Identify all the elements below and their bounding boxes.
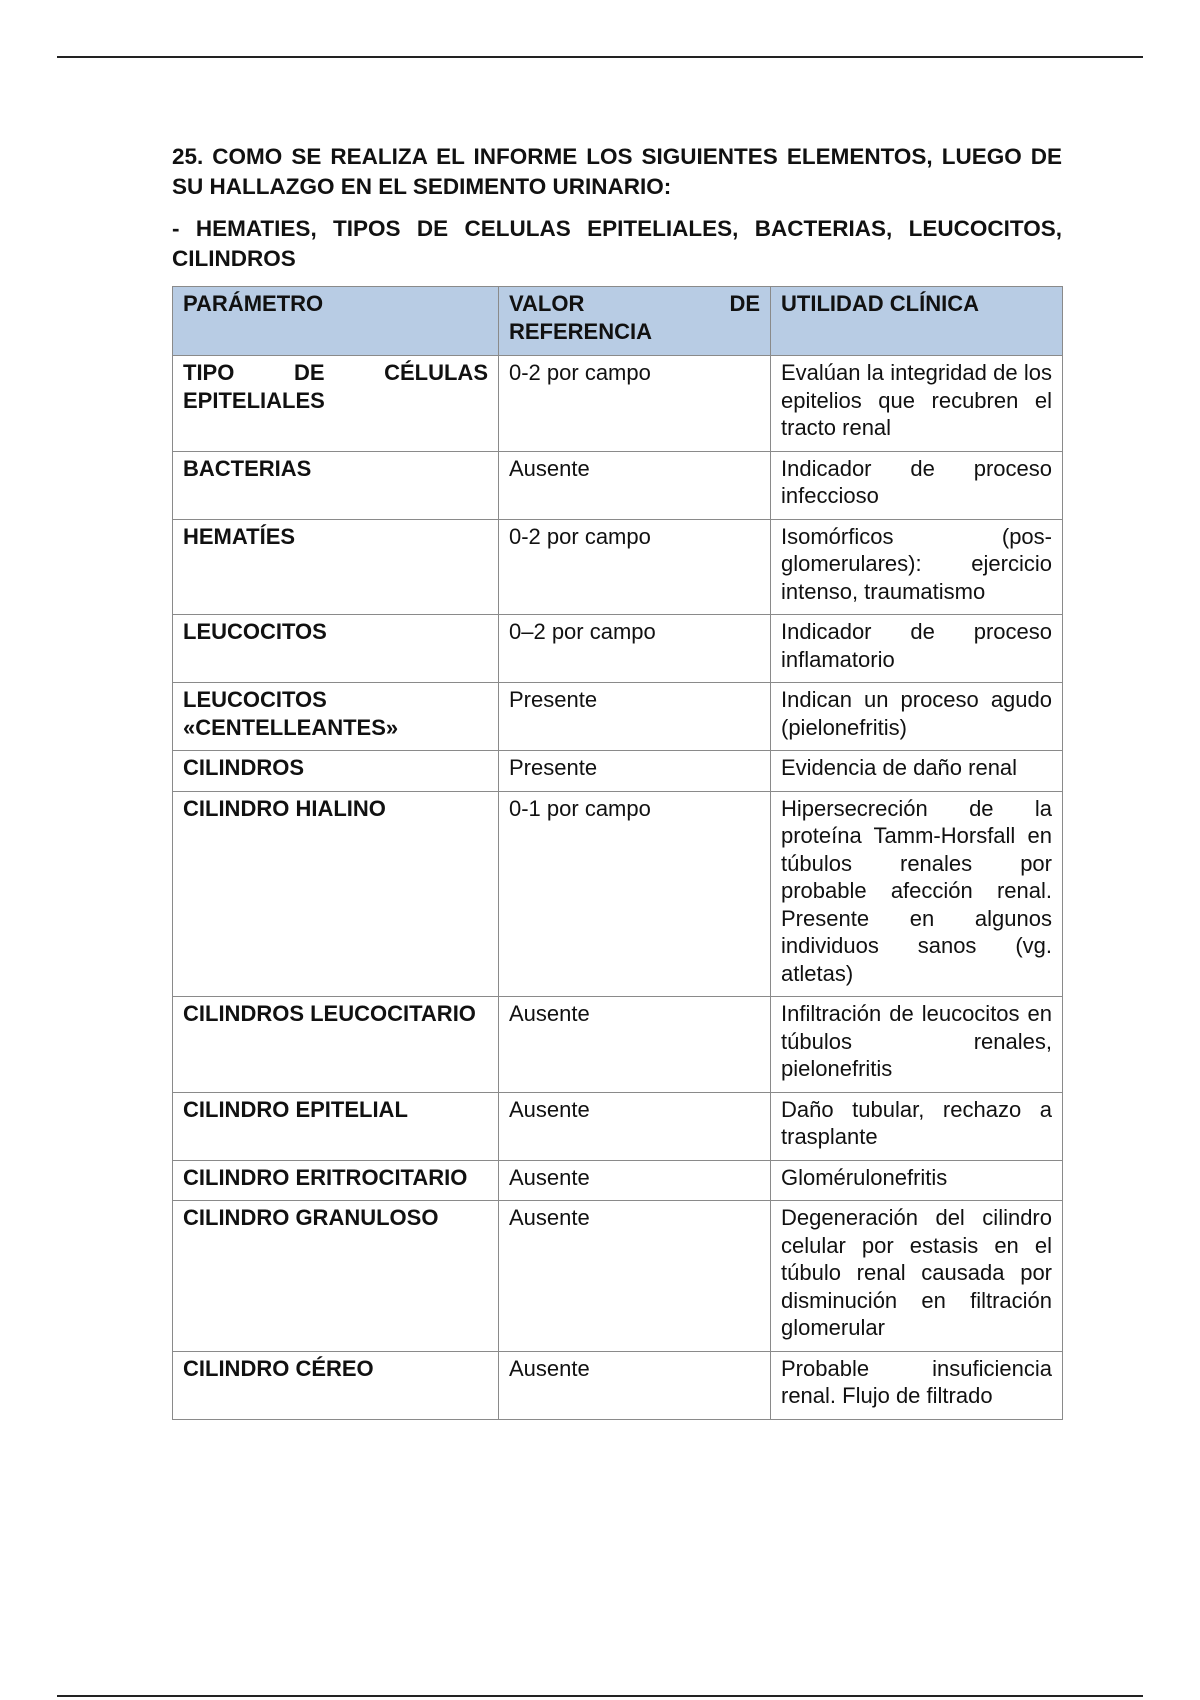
header-utilidad: UTILIDAD CLÍNICA	[771, 287, 1063, 356]
row-parametro: CILINDROS LEUCOCITARIO	[173, 997, 499, 1093]
table-row	[173, 1092, 1063, 1160]
row-valor: Ausente	[499, 1092, 771, 1160]
table-row	[173, 1160, 1063, 1201]
header-referencia-word: REFERENCIA	[509, 318, 653, 344]
row-utilidad: Indicador de proceso inflamatorio	[771, 615, 1063, 683]
row-parametro: CILINDRO EPITELIAL	[173, 1092, 499, 1160]
table-row	[173, 519, 1063, 615]
header-parametro: PARÁMETRO	[173, 287, 499, 356]
row-valor: 0-2 por campo	[499, 356, 771, 452]
header-rule	[57, 56, 1143, 58]
row-valor: 0-1 por campo	[499, 791, 771, 997]
row-valor: 0-2 por campo	[499, 519, 771, 615]
row-utilidad: Indicador de proceso infeccioso	[771, 451, 1063, 519]
row-parametro: HEMATÍES	[173, 519, 499, 615]
header-valor-referencia	[499, 287, 771, 356]
table-header-row	[173, 287, 1063, 356]
table-row	[173, 791, 1063, 997]
row-parametro: CILINDROS	[173, 751, 499, 792]
reference-table	[172, 286, 1063, 1420]
row-valor: Presente	[499, 683, 771, 751]
row-valor: Ausente	[499, 451, 771, 519]
row-utilidad: Daño tubular, rechazo a trasplante	[771, 1092, 1063, 1160]
table-row	[173, 451, 1063, 519]
row-utilidad: Probable insuficiencia renal. Flujo de filtrado	[771, 1351, 1063, 1419]
row-parametro: LEUCOCITOS	[173, 615, 499, 683]
row-utilidad: Indican un proceso agudo (pielonefritis)	[771, 683, 1063, 751]
row-parametro: BACTERIAS	[173, 451, 499, 519]
header-valor-word: VALOR	[509, 291, 585, 316]
header-de-word: DE	[729, 291, 760, 316]
row-valor: Ausente	[499, 997, 771, 1093]
row-utilidad: Isomórficos (pos-glomerulares): ejercicio intenso, traumatismo	[771, 519, 1063, 615]
row-utilidad: Evidencia de daño renal	[771, 751, 1063, 792]
elements-list: - HEMATIES, TIPOS DE CELULAS EPITELIALES, BACTERIAS, LEUCOCITOS, CILINDROS	[172, 216, 1062, 271]
table-row	[173, 1201, 1063, 1352]
row-valor: Ausente	[499, 1201, 771, 1352]
table-row	[173, 356, 1063, 452]
table-row	[173, 615, 1063, 683]
table-row	[173, 751, 1063, 792]
table-row	[173, 683, 1063, 751]
row-parametro: CILINDRO CÉREO	[173, 1351, 499, 1419]
row-parametro: CILINDRO GRANULOSO	[173, 1201, 499, 1352]
row-utilidad: Hipersecreción de la proteína Tamm-Horsfall en túbulos renales por probable afección renal. Presente en algunos individuos sanos (vg. atletas)	[771, 791, 1063, 997]
row-parametro: LEUCOCITOS «CENTELLEANTES»	[173, 683, 499, 751]
row-utilidad: Glomérulonefritis	[771, 1160, 1063, 1201]
row-utilidad: Infiltración de leucocitos en túbulos renales, pielonefritis	[771, 997, 1063, 1093]
table-row	[173, 1351, 1063, 1419]
row-valor: Ausente	[499, 1351, 771, 1419]
table-row	[173, 997, 1063, 1093]
row-valor: Ausente	[499, 1160, 771, 1201]
row-utilidad: Degeneración del cilindro celular por estasis en el túbulo renal causada por disminución en filtración glomerular	[771, 1201, 1063, 1352]
row-parametro: TIPO DE CÉLULAS EPITELIALES	[173, 356, 499, 452]
footer-rule	[57, 1695, 1143, 1697]
row-valor: Presente	[499, 751, 771, 792]
row-valor: 0–2 por campo	[499, 615, 771, 683]
row-utilidad: Evalúan la integridad de los epitelios que recubren el tracto renal	[771, 356, 1063, 452]
question-title: 25. COMO SE REALIZA EL INFORME LOS SIGUIENTES ELEMENTOS, LUEGO DE SU HALLAZGO EN EL SEDIMENTO URINARIO:	[172, 144, 1062, 199]
row-parametro: CILINDRO HIALINO	[173, 791, 499, 997]
page-content	[172, 142, 1062, 1420]
row-parametro: CILINDRO ERITROCITARIO	[173, 1160, 499, 1201]
